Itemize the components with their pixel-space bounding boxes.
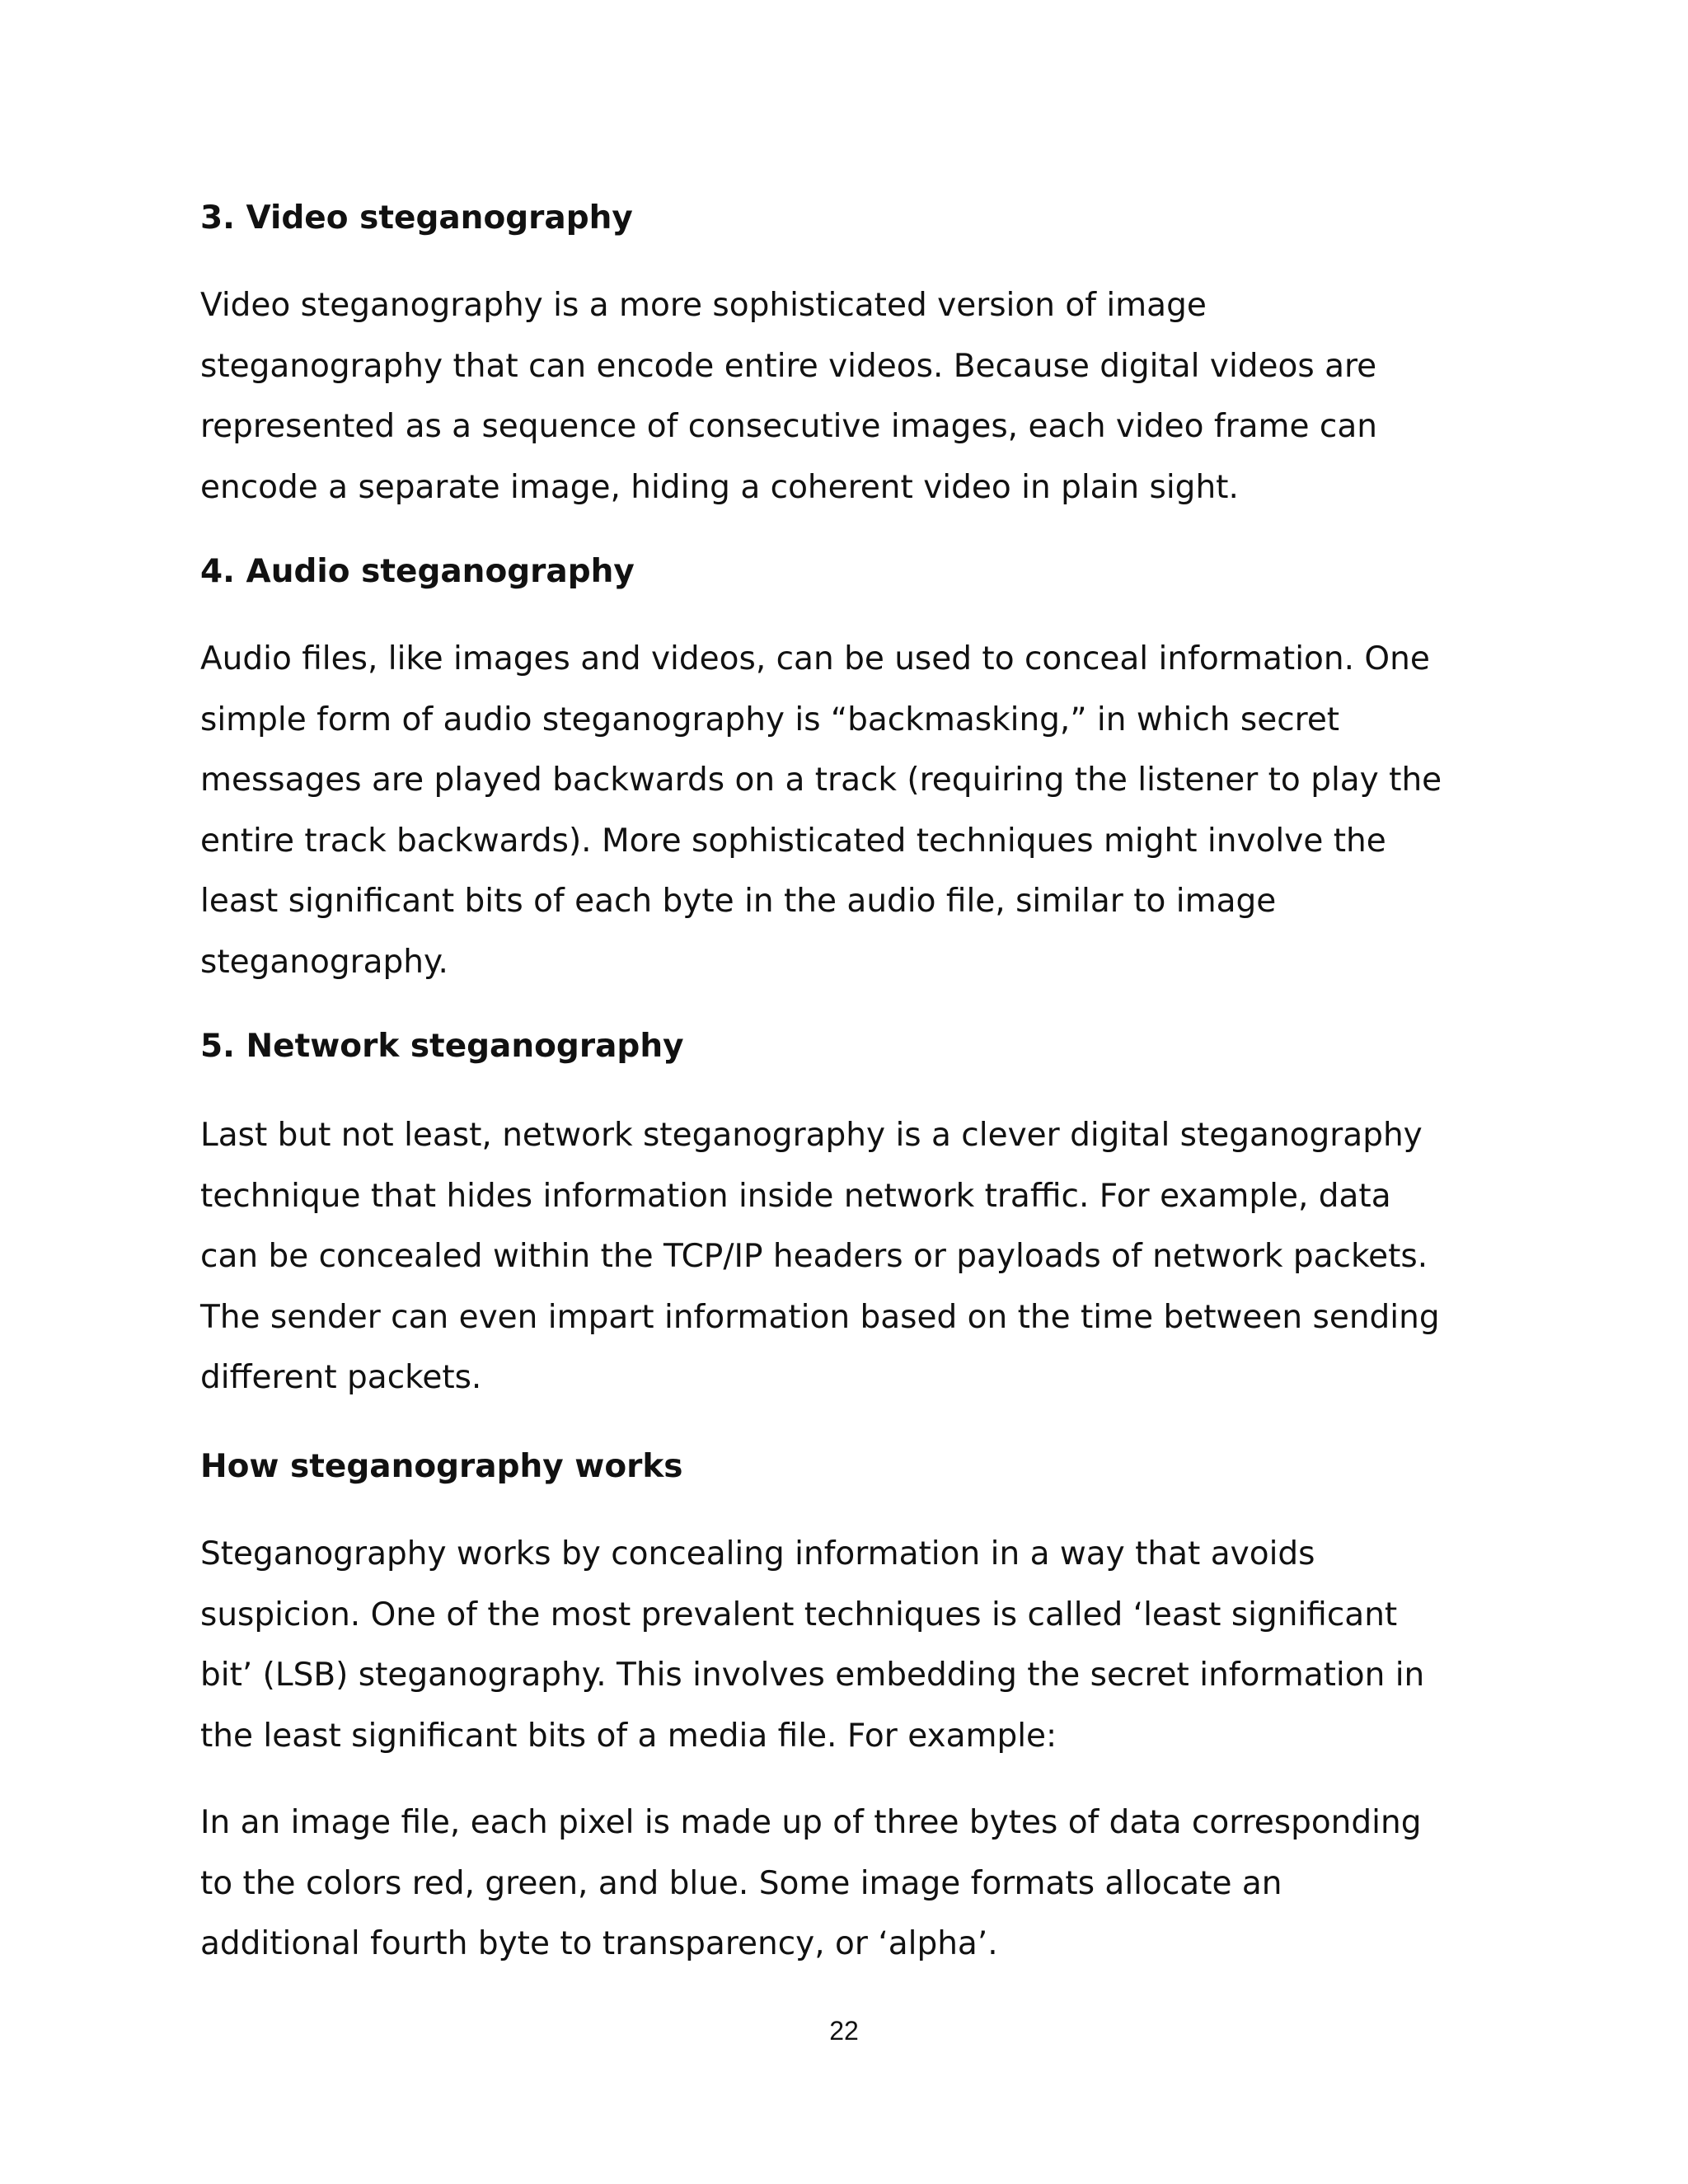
section-heading-how-it-works: How steganography works xyxy=(200,1448,683,1485)
text-line: In an image file, each pixel is made up of three bytes of data corresponding xyxy=(200,1804,1422,1841)
section-heading-audio: 4. Audio steganography xyxy=(200,553,635,590)
paragraph-network xyxy=(200,1105,1503,1408)
paragraph-video xyxy=(200,275,1503,518)
text-line: steganography that can encode entire videos. Because digital videos are xyxy=(200,347,1377,385)
paragraph-image-file-example xyxy=(200,1793,1503,1975)
section-heading-network: 5. Network steganography xyxy=(200,1028,684,1065)
text-line: represented as a sequence of consecutive images, each video frame can xyxy=(200,408,1377,445)
section-heading-video: 3. Video steganography xyxy=(200,199,633,237)
text-line: The sender can even impart information based on the time between sending xyxy=(200,1298,1440,1336)
paragraph-audio xyxy=(200,629,1503,992)
text-line: Last but not least, network steganography is a clever digital steganography xyxy=(200,1117,1423,1154)
text-line: Audio files, like images and videos, can be used to conceal information. One xyxy=(200,640,1430,677)
text-line: simple form of audio steganography is “backmasking,” in which secret xyxy=(200,701,1340,738)
page-number: 22 xyxy=(829,2016,859,2046)
text-line: technique that hides information inside network traffic. For example, data xyxy=(200,1177,1391,1215)
text-line: steganography. xyxy=(200,943,448,981)
text-line: entire track backwards). More sophisticated techniques might involve the xyxy=(200,822,1386,860)
text-line: messages are played backwards on a track (requiring the listener to play the xyxy=(200,762,1442,799)
text-line: Steganography works by concealing information in a way that avoids xyxy=(200,1535,1315,1572)
text-line: suspicion. One of the most prevalent techniques is called ‘least significant xyxy=(200,1596,1398,1633)
text-line: the least significant bits of a media file. For example: xyxy=(200,1717,1057,1755)
text-line: to the colors red, green, and blue. Some image formats allocate an xyxy=(200,1864,1282,1902)
text-line: least significant bits of each byte in the audio file, similar to image xyxy=(200,883,1277,920)
paragraph-how-it-works xyxy=(200,1524,1503,1766)
text-line: bit’ (LSB) steganography. This involves embedding the secret information in xyxy=(200,1657,1425,1694)
text-line: can be concealed within the TCP/IP headers or payloads of network packets. xyxy=(200,1238,1428,1275)
text-line: Video steganography is a more sophisticated version of image xyxy=(200,287,1207,324)
text-line: different packets. xyxy=(200,1359,482,1396)
text-line: encode a separate image, hiding a coherent video in plain sight. xyxy=(200,468,1239,506)
text-line: additional fourth byte to transparency, or ‘alpha’. xyxy=(200,1925,998,1962)
